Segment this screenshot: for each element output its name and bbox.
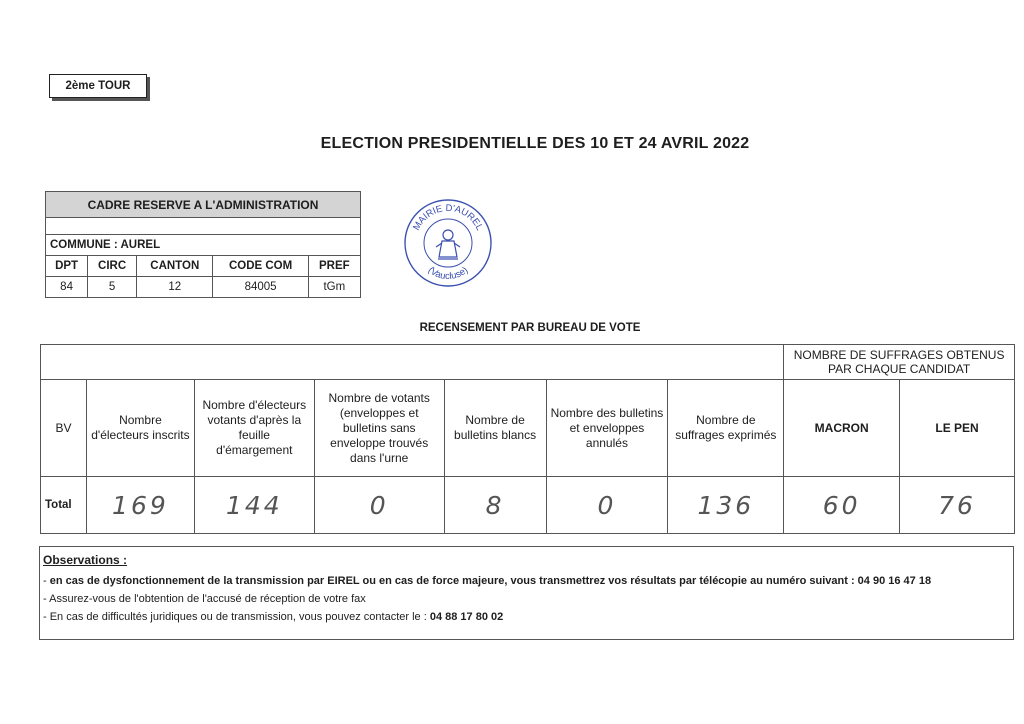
header-enveloppes: Nombre de votants (enveloppes et bulletins sans enveloppe trouvés dans l'urne: [314, 380, 444, 477]
stamp-top-text: MAIRIE D'AUREL: [411, 202, 485, 233]
value-exprimes: 136: [668, 477, 784, 534]
header-nuls: Nombre des bulletins et enveloppes annulés: [546, 380, 668, 477]
header-votants: Nombre d'électeurs votants d'après la feuille d'émargement: [194, 380, 314, 477]
observation-line-1-prefix: -: [43, 575, 50, 587]
commune-label: COMMUNE : AUREL: [46, 235, 361, 256]
observation-line-1-text: en cas de dysfonctionnement de la transmission par EIREL ou en cas de force majeure, vous transmettrez vos résultats par télécopie au numéro suivant : 04 90 16 47 18: [49, 575, 932, 587]
total-row: [41, 477, 1015, 534]
admin-col-pref: PREF: [308, 256, 360, 277]
admin-col-code-com: CODE COM: [213, 256, 308, 277]
observation-line-3: [43, 611, 1010, 623]
tour-label: 2ème TOUR: [49, 74, 147, 98]
total-label: Total: [41, 477, 87, 534]
admin-header: CADRE RESERVE A L'ADMINISTRATION: [46, 192, 361, 218]
observation-line-2: - Assurez-vous de l'obtention de l'accusé de réception de votre fax: [43, 593, 366, 605]
header-candidate-le-pen: LE PEN: [900, 380, 1015, 477]
value-enveloppes: 0: [314, 477, 444, 534]
admin-empty-row: [46, 218, 361, 235]
observation-line-3-text: - En cas de difficultés juridiques ou de transmission, vous pouvez contacter le :: [43, 611, 430, 623]
value-nuls: 0: [546, 477, 668, 534]
page-title: ELECTION PRESIDENTIELLE DES 10 ET 24 AVRIL 2022: [320, 135, 750, 152]
observation-line-3-phone: 04 88 17 80 02: [429, 611, 504, 623]
value-blancs: 8: [444, 477, 546, 534]
observations-box: [39, 546, 1014, 640]
stamp-bottom-text: (Vaucluse): [425, 264, 471, 283]
header-blancs: Nombre de bulletins blancs: [444, 380, 546, 477]
admin-val-canton: 12: [137, 277, 213, 298]
admin-val-dpt: 84: [46, 277, 88, 298]
header-candidate-macron: MACRON: [784, 380, 900, 477]
results-table: [40, 344, 1015, 534]
stamp-emblem-icon: [436, 230, 460, 259]
admin-col-canton: CANTON: [137, 256, 213, 277]
admin-val-code-com: 84005: [213, 277, 308, 298]
admin-col-circ: CIRC: [88, 256, 137, 277]
admin-val-circ: 5: [88, 277, 137, 298]
admin-val-pref: tGm: [308, 277, 360, 298]
mairie-stamp: [402, 197, 494, 289]
results-top-blank: [41, 345, 784, 380]
value-le-pen: 76: [900, 477, 1015, 534]
value-inscrits: 169: [86, 477, 194, 534]
observation-line-1: [43, 575, 1010, 587]
admin-col-dpt: DPT: [46, 256, 88, 277]
admin-box: [45, 191, 361, 298]
header-bv: BV: [41, 380, 87, 477]
header-exprimes: Nombre de suffrages exprimés: [668, 380, 784, 477]
value-macron: 60: [784, 477, 900, 534]
observations-title: Observations :: [43, 553, 128, 567]
header-inscrits: Nombre d'électeurs inscrits: [86, 380, 194, 477]
stamp-inner-ring: [424, 219, 472, 267]
candidates-group-header: NOMBRE DE SUFFRAGES OBTENUS PAR CHAQUE CANDIDAT: [784, 345, 1015, 380]
recensement-title: RECENSEMENT PAR BUREAU DE VOTE: [419, 322, 641, 334]
value-votants: 144: [194, 477, 314, 534]
